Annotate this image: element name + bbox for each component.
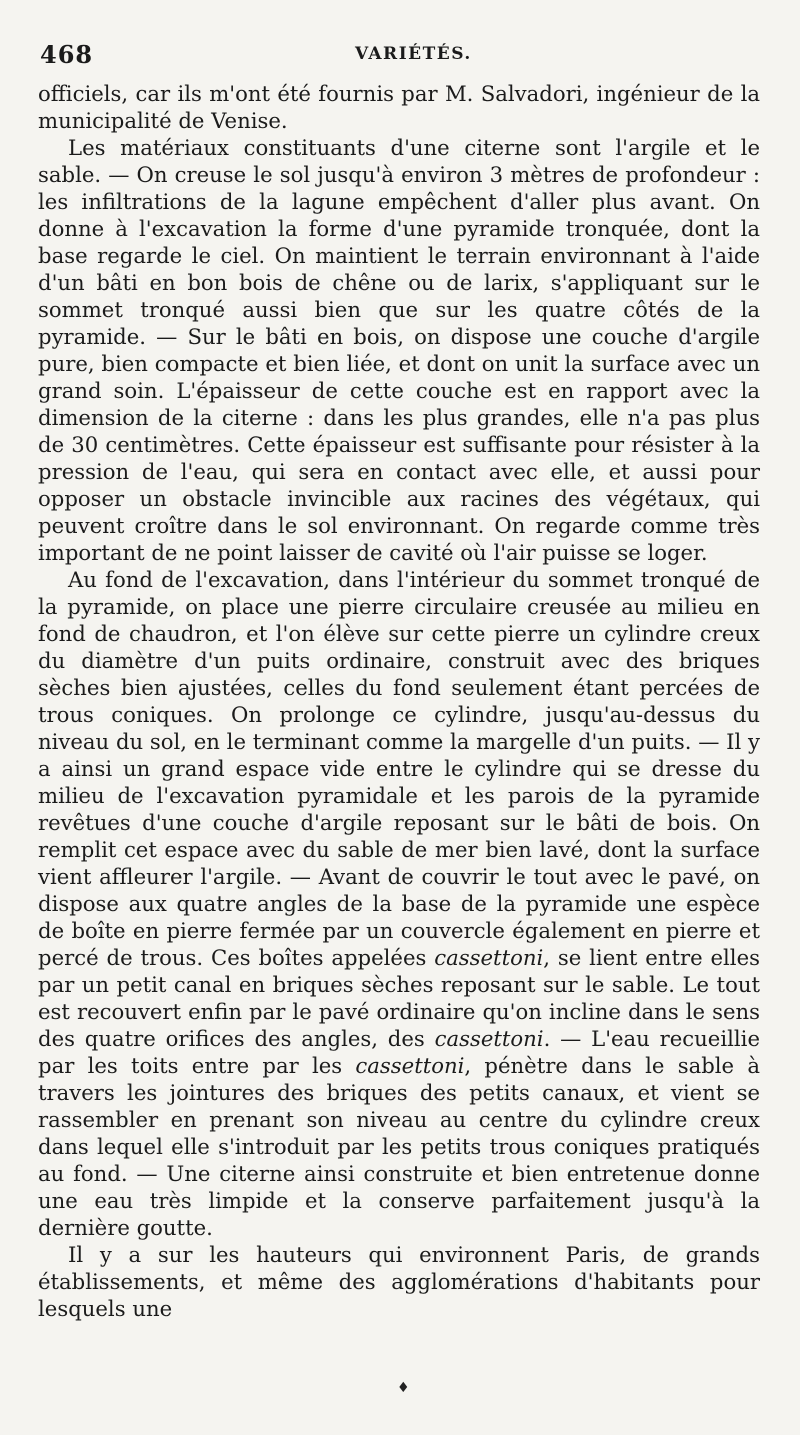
italic-term: cassettoni: [434, 945, 544, 970]
body-text: [38, 80, 760, 1322]
paragraph-excavation: Au fond de l'excavation, dans l'intérieur du sommet tronqué de la pyramide, on place une pierre circulaire creusée au milieu en fond de chaudron, et l'on élève sur cette pierre un cylindre creux du diamètre d'un puits ordinaire, construit avec des briques sèches bien ajustées, celles du fond seulement étant percées de trous coniques. On prolonge ce cylindre, jusqu'au-dessus du niveau du sol, en le terminant comme la margelle d'un puits. — Il y a ainsi un grand espace vide entre le cylindre qui se dresse du milieu de l'excavation pyramidale et les parois de la pyramide revêtues d'une couche d'argile reposant sur le bâti de bois. On remplit cet espace avec du sable de mer bien lavé, dont la surface vient affleurer l'argile. — Avant de couvrir le tout avec le pavé, on dispose aux quatre angles de la base de la pyramide une espèce de boîte en pierre fermée par un couvercle également en pierre et percé de trous. Ces boîtes appelées cassettoni, se lient entre elles par un petit canal en briques sèches reposant sur le sable. Le tout est recouvert enfin par le pavé ordinaire qu'on incline dans le sens des quatre orifices des angles, des cassettoni. — L'eau recueillie par les toits entre par les cassettoni, pénètre dans le sable à travers les jointures des briques des petits canaux, et vient se rassembler en prenant son niveau au centre du cylindre creux dans lequel elle s'introduit par les petits trous coniques pratiqués au fond. — Une citerne ainsi construite et bien entretenue donne une eau très limpide et la conserve parfaitement jusqu'à la dernière goutte.: [38, 567, 760, 1240]
page-number: 468: [40, 40, 94, 69]
paragraph-continuation: officiels, car ils m'ont été fournis par M. Salvadori, ingénieur de la municipalité de Venise.: [38, 81, 760, 133]
running-head: VARIÉTÉS.: [355, 44, 472, 64]
italic-term: cassettoni: [434, 1026, 544, 1051]
paragraph-paris: Il y a sur les hauteurs qui environnent Paris, de grands établissements, et même des agglomérations d'habitants pour lesquels une: [38, 1242, 760, 1321]
italic-term: cassettoni: [355, 1053, 465, 1078]
page-header: [40, 40, 760, 76]
footer-ornament: ♦: [397, 1380, 410, 1396]
paragraph-materials: Les matériaux constituants d'une citerne sont l'argile et le sable. — On creuse le sol jusqu'à environ 3 mètres de profondeur : les infiltrations de la lagune empêchent d'aller plus avant. On donne à l'excavation la forme d'une pyramide tronquée, dont la base regarde le ciel. On maintient le terrain environnant à l'aide d'un bâti en bon bois de chêne ou de larix, s'appliquant sur le sommet tronqué aussi bien que sur les quatre côtés de la pyramide. — Sur le bâti en bois, on dispose une couche d'argile pure, bien compacte et bien liée, et dont on unit la surface avec un grand soin. L'épaisseur de cette couche est en rapport avec la dimension de la citerne : dans les plus grandes, elle n'a pas plus de 30 centimètres. Cette épaisseur est suffisante pour résister à la pression de l'eau, qui sera en contact avec elle, et aussi pour opposer un obstacle invincible aux racines des végétaux, qui peuvent croître dans le sol environnant. On regarde comme très important de ne point laisser de cavité où l'air puisse se loger.: [38, 135, 760, 565]
